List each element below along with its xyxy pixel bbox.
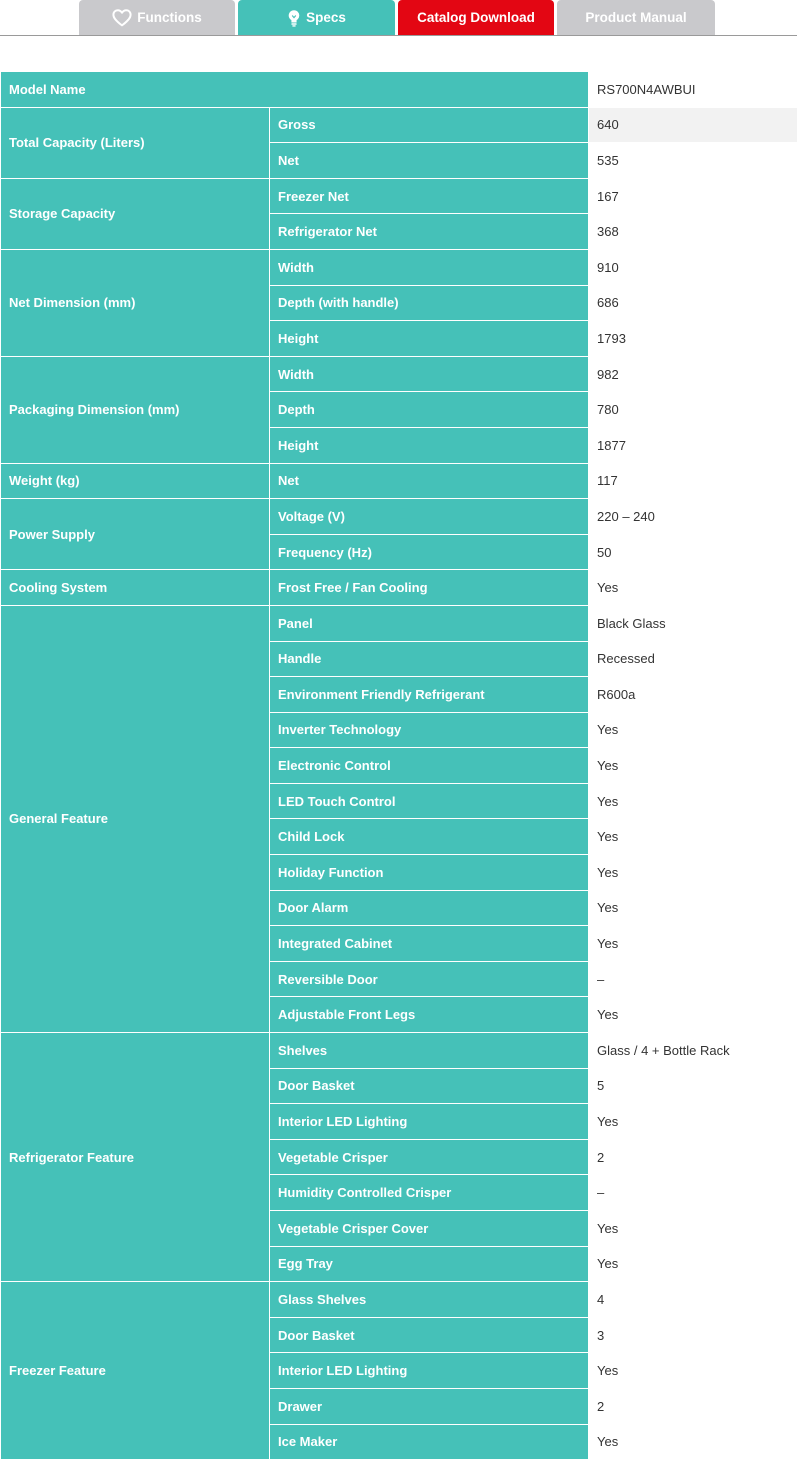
tab-catalog-download-label: Catalog Download xyxy=(417,10,535,25)
table-row xyxy=(1,463,797,499)
spec-label: Vegetable Crisper Cover xyxy=(270,1211,589,1247)
spec-value: Yes xyxy=(589,1246,797,1282)
table-row xyxy=(1,1033,797,1069)
table-row xyxy=(1,605,797,641)
spec-label: Height xyxy=(270,427,589,463)
spec-label: Reversible Door xyxy=(270,961,589,997)
spec-value: 2 xyxy=(589,1139,797,1175)
spec-value: 535 xyxy=(589,143,797,179)
spec-label: Interior LED Lighting xyxy=(270,1104,589,1140)
spec-label: Width xyxy=(270,356,589,392)
spec-label: Width xyxy=(270,249,589,285)
spec-value: Glass / 4 + Bottle Rack xyxy=(589,1033,797,1069)
spec-value: Yes xyxy=(589,783,797,819)
model-name-value: RS700N4AWBUI xyxy=(589,72,797,108)
spec-value: 686 xyxy=(589,285,797,321)
spec-label: Shelves xyxy=(270,1033,589,1069)
spec-value: 1793 xyxy=(589,321,797,357)
tab-specs-label: Specs xyxy=(306,10,346,25)
spec-label: Panel xyxy=(270,605,589,641)
heart-icon xyxy=(112,9,132,27)
tab-bar xyxy=(0,0,797,36)
spec-value: Yes xyxy=(589,570,797,606)
spec-value: – xyxy=(589,961,797,997)
model-name-label: Model Name xyxy=(1,72,589,108)
spec-value: Yes xyxy=(589,855,797,891)
spec-value: 1877 xyxy=(589,427,797,463)
spec-category: Weight (kg) xyxy=(1,463,270,499)
spec-label: Door Basket xyxy=(270,1068,589,1104)
lightbulb-icon xyxy=(287,9,301,27)
spec-category: Freezer Feature xyxy=(1,1282,270,1460)
spec-category: Net Dimension (mm) xyxy=(1,249,270,356)
table-row xyxy=(1,570,797,606)
table-row xyxy=(1,1282,797,1318)
spec-value: Yes xyxy=(589,997,797,1033)
spec-value: Yes xyxy=(589,926,797,962)
spec-value: 5 xyxy=(589,1068,797,1104)
spec-label: Gross xyxy=(270,107,589,143)
spec-label: Egg Tray xyxy=(270,1246,589,1282)
spec-label: Depth xyxy=(270,392,589,428)
spec-label: Net xyxy=(270,143,589,179)
spec-value: Yes xyxy=(589,1353,797,1389)
spec-label: Inverter Technology xyxy=(270,712,589,748)
spec-value: Recessed xyxy=(589,641,797,677)
spec-label: Door Alarm xyxy=(270,890,589,926)
table-row xyxy=(1,178,797,214)
spec-value: 982 xyxy=(589,356,797,392)
tab-catalog-download[interactable] xyxy=(398,0,554,35)
table-row xyxy=(1,356,797,392)
spec-value: Yes xyxy=(589,819,797,855)
spec-label: Integrated Cabinet xyxy=(270,926,589,962)
spec-label: Holiday Function xyxy=(270,855,589,891)
spec-label: Humidity Controlled Crisper xyxy=(270,1175,589,1211)
spec-label: Drawer xyxy=(270,1388,589,1424)
spec-label: Frequency (Hz) xyxy=(270,534,589,570)
table-row xyxy=(1,499,797,535)
spec-category: General Feature xyxy=(1,605,270,1032)
spec-value: 117 xyxy=(589,463,797,499)
spec-value: 50 xyxy=(589,534,797,570)
spec-label: Environment Friendly Refrigerant xyxy=(270,677,589,713)
spec-label: Net xyxy=(270,463,589,499)
spec-category: Power Supply xyxy=(1,499,270,570)
spec-label: Child Lock xyxy=(270,819,589,855)
spec-label: Electronic Control xyxy=(270,748,589,784)
spec-value: 4 xyxy=(589,1282,797,1318)
tab-specs[interactable] xyxy=(238,0,395,35)
spec-label: Voltage (V) xyxy=(270,499,589,535)
spec-label: Height xyxy=(270,321,589,357)
spec-label: Refrigerator Net xyxy=(270,214,589,250)
spec-label: LED Touch Control xyxy=(270,783,589,819)
spec-value: 167 xyxy=(589,178,797,214)
spec-label: Adjustable Front Legs xyxy=(270,997,589,1033)
spec-label: Vegetable Crisper xyxy=(270,1139,589,1175)
specs-table xyxy=(0,71,797,1460)
spec-value: 3 xyxy=(589,1317,797,1353)
spec-label: Door Basket xyxy=(270,1317,589,1353)
spec-value: Yes xyxy=(589,748,797,784)
spec-label: Interior LED Lighting xyxy=(270,1353,589,1389)
spec-label: Frost Free / Fan Cooling xyxy=(270,570,589,606)
spec-value: 910 xyxy=(589,249,797,285)
table-row xyxy=(1,72,797,108)
tab-product-manual[interactable] xyxy=(557,0,715,35)
table-row xyxy=(1,249,797,285)
spec-value: 640 xyxy=(589,107,797,143)
spec-category: Total Capacity (Liters) xyxy=(1,107,270,178)
spec-label: Handle xyxy=(270,641,589,677)
table-row xyxy=(1,107,797,143)
spec-value: – xyxy=(589,1175,797,1211)
spec-value: Yes xyxy=(589,890,797,926)
spec-value: R600a xyxy=(589,677,797,713)
spec-label: Ice Maker xyxy=(270,1424,589,1460)
spec-label: Depth (with handle) xyxy=(270,285,589,321)
spec-value: Black Glass xyxy=(589,605,797,641)
spec-value: 780 xyxy=(589,392,797,428)
spec-label: Glass Shelves xyxy=(270,1282,589,1318)
spec-value: Yes xyxy=(589,712,797,748)
tab-functions[interactable] xyxy=(79,0,235,35)
spec-value: Yes xyxy=(589,1104,797,1140)
spec-category: Storage Capacity xyxy=(1,178,270,249)
spec-label: Freezer Net xyxy=(270,178,589,214)
spec-value: Yes xyxy=(589,1424,797,1460)
spec-value: 220 – 240 xyxy=(589,499,797,535)
spec-category: Cooling System xyxy=(1,570,270,606)
spec-value: Yes xyxy=(589,1211,797,1247)
tab-product-manual-label: Product Manual xyxy=(585,10,686,25)
spec-category: Packaging Dimension (mm) xyxy=(1,356,270,463)
spec-value: 2 xyxy=(589,1388,797,1424)
tab-functions-label: Functions xyxy=(137,10,202,25)
spec-category: Refrigerator Feature xyxy=(1,1033,270,1282)
spec-value: 368 xyxy=(589,214,797,250)
